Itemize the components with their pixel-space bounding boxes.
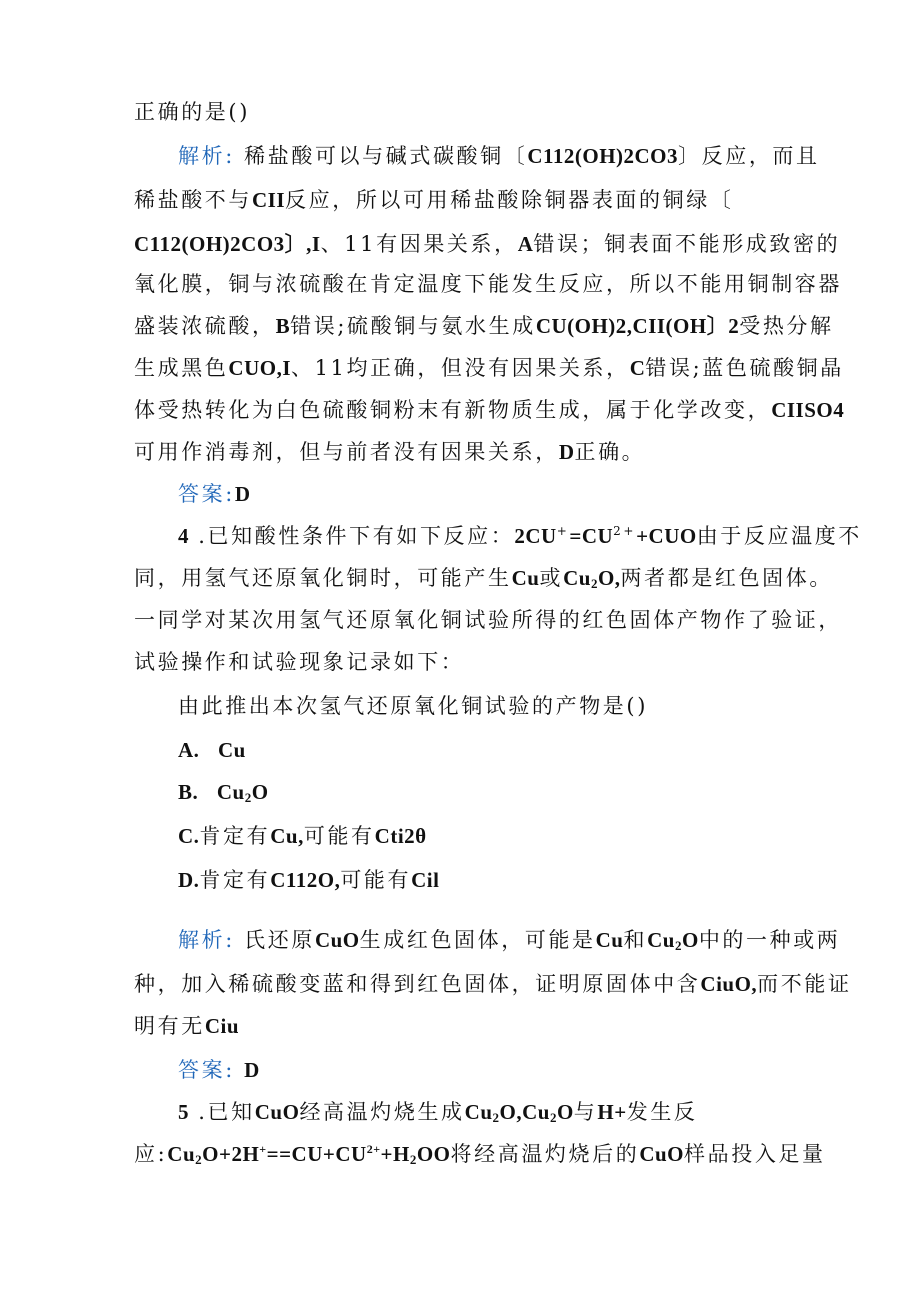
q3-analysis-line6: 生成黑色CUO,I、11均正确，但没有因果关系，C错误;蓝色硫酸铜晶 bbox=[134, 356, 844, 380]
q5-line2: 应$:Cu_2O+2H^+==CU+CU^{2+}+H_2OO$将经高温灼烧后的CuO样品投入足量 bbox=[134, 1142, 826, 1167]
q4-option-b: B. $Cu_2O$ bbox=[178, 780, 269, 805]
q4-analysis-label: 解析: bbox=[178, 928, 235, 952]
q4-analysis-line1: 解析: 氏还原CuO生成红色固体，可能是Cu和$Cu_2O$中的一种或两 bbox=[178, 928, 841, 953]
q4-answer bbox=[178, 1056, 260, 1084]
q4-answer-label: 答案: bbox=[178, 1058, 235, 1082]
q4-line3: 一同学对某次用氢气还原氧化铜试验所得的红色固体产物作了验证， bbox=[134, 608, 842, 632]
q3-analysis-line4: 氧化膜，铜与浓硫酸在肯定温度下能发生反应，所以不能用铜制容器 bbox=[134, 272, 842, 296]
q3-analysis-line5: 盛装浓硫酸，B错误;硫酸铜与氨水生成CU(OH)2,CII(OH〕2受热分解 bbox=[134, 314, 834, 338]
q4-option-a: A. Cu bbox=[178, 738, 246, 762]
q4-line1: 4 .已知酸性条件下有如下反应：$2CU^+=CU^{2+}+CUO$由于反应温度不 bbox=[178, 524, 862, 548]
q3-answer bbox=[178, 480, 251, 508]
q4-option-c: C.肯定有Cu,可能有Cti2θ bbox=[178, 824, 427, 848]
q3-analysis-line8: 可用作消毒剂，但与前者没有因果关系，D正确。 bbox=[134, 440, 646, 464]
q3-analysis-line3: C112(OH)2CO3〕,I、11有因果关系，A错误；铜表面不能形成致密的 bbox=[134, 232, 841, 256]
q4-number: 4 bbox=[178, 524, 189, 548]
q4-analysis-line2: 种，加入稀硫酸变蓝和得到红色固体，证明原固体中含CiuO,而不能证 bbox=[134, 972, 852, 996]
q4-analysis-line3: 明有无Ciu bbox=[134, 1014, 239, 1038]
q4-line4: 试验操作和试验现象记录如下： bbox=[134, 650, 465, 674]
q3-analysis-line1: 解析: 稀盐酸可以与碱式碳酸铜〔C112(OH)2CO3〕反应，而且 bbox=[178, 144, 820, 168]
q5-number: 5 bbox=[178, 1100, 189, 1124]
q4-answer-value: D bbox=[244, 1058, 260, 1082]
q3-analysis-line2: 稀盐酸不与CII反应，所以可用稀盐酸除铜器表面的铜绿〔 bbox=[134, 188, 734, 212]
q4-question: 由此推出本次氢气还原氧化铜试验的产物是() bbox=[178, 694, 648, 718]
q3-analysis-label: 解析: bbox=[178, 144, 235, 168]
q3-stem-tail: 正确的是() bbox=[134, 100, 250, 124]
q3-answer-label: 答案: bbox=[178, 482, 235, 506]
q3-analysis-line7: 体受热转化为白色硫酸铜粉末有新物质生成，属于化学改变，CIISO4 bbox=[134, 398, 845, 422]
q3-answer-value: D bbox=[234, 482, 251, 506]
q4-line2: 同，用氢气还原氧化铜时，可能产生Cu或$Cu_2O$,两者都是红色固体。 bbox=[134, 566, 833, 591]
q5-line1: 5 .已知CuO经高温灼烧生成$Cu_2O,Cu_2O$与H+发生反 bbox=[178, 1100, 698, 1125]
q4-option-d: D.肯定有C112O,可能有Cil bbox=[178, 868, 440, 892]
